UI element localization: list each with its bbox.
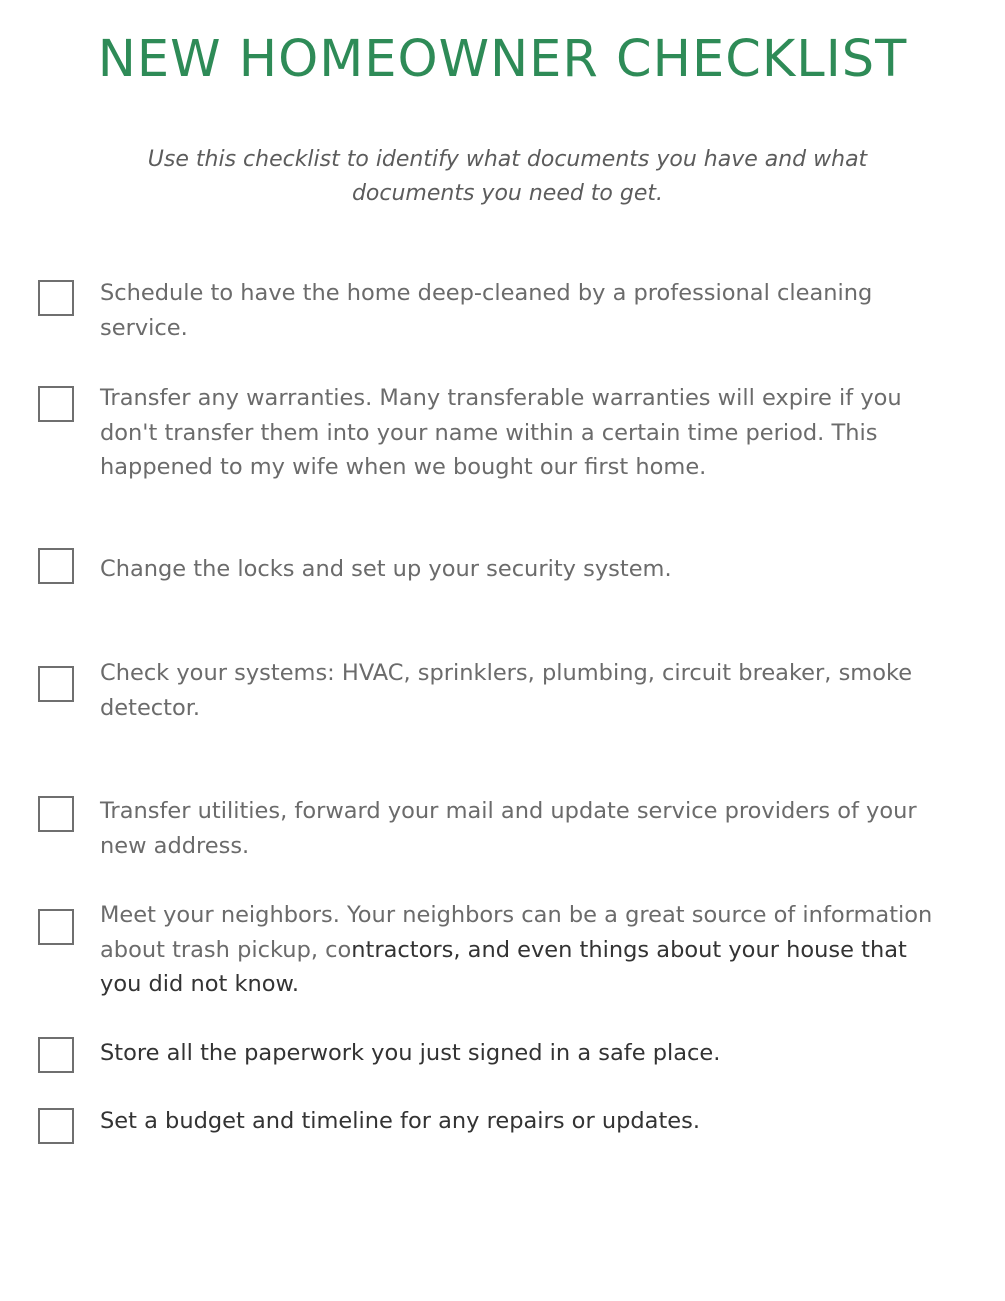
checkbox[interactable]: [38, 548, 74, 584]
checklist-item-text-part: ntractors, and even things about your house that you did not know.: [100, 936, 907, 997]
page-title: NEW HOMEOWNER CHECKLIST: [97, 30, 908, 89]
checklist-item-text: Check your systems: HVAC, sprinklers, plumbing, circuit breaker, smoke detector.: [100, 660, 913, 721]
checkbox[interactable]: [38, 386, 74, 422]
checklist-item-text-part: Meet your neighbors. Your neighbors can be a great source of information about trash pickup, co: [100, 902, 933, 963]
checkbox[interactable]: [38, 1037, 74, 1073]
checkbox[interactable]: [38, 666, 74, 702]
checklist-item-text: Transfer any warranties. Many transferable warranties will expire if you don't transfer them into your name within a certain time period. This happened to my wife when we bought our first home.: [100, 385, 902, 480]
checklist-item-text: Schedule to have the home deep-cleaned by a professional cleaning service.: [100, 280, 873, 341]
page-subtitle: Use this checklist to identify what documents you have and what documents you need to get.: [147, 147, 868, 206]
checklist-item-text: Change the locks and set up your security system.: [100, 556, 672, 582]
checkbox[interactable]: [38, 909, 74, 945]
checkbox[interactable]: [38, 280, 74, 316]
checklist-item-text: Set a budget and timeline for any repairs or updates.: [100, 1108, 701, 1134]
checklist-item-text: [100, 898, 950, 1002]
checkbox[interactable]: [38, 796, 74, 832]
checklist-item-text: Transfer utilities, forward your mail and update service providers of your new address.: [100, 798, 917, 859]
checklist-item-text: Store all the paperwork you just signed in a safe place.: [100, 1040, 721, 1066]
checkbox[interactable]: [38, 1108, 74, 1144]
